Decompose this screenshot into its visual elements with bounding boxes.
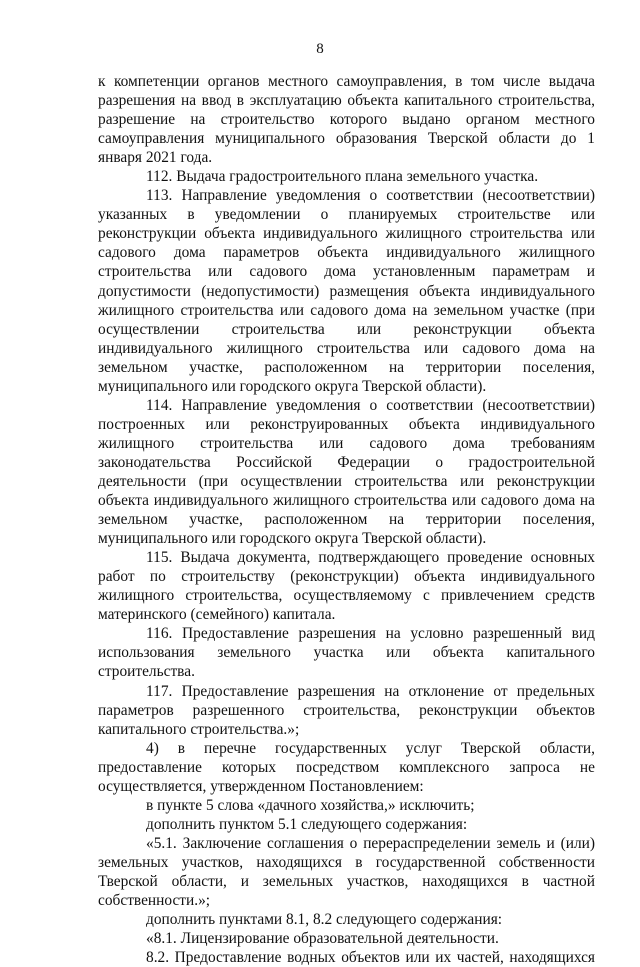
paragraph-item-8-2: 8.2. Предоставление водных объектов или их частей, находящихся <box>146 949 595 967</box>
paragraph-item-8-1: «8.1. Лицензирование образовательной деятельности. <box>146 930 499 948</box>
paragraph-add-8-1-8-2: дополнить пунктами 8.1, 8.2 следующего содержания: <box>146 911 503 929</box>
paragraph-item-116: 116. Предоставление разрешения на условно разрешенный вид использования земельного участка или объекта капитального строительства. <box>98 625 595 681</box>
paragraph-item-113: 113. Направление уведомления о соответствии (несоответствии) указанных в уведомлении о планируемых строительстве или реконструкции объекта индивидуального жилищного строительства или садового дома параметров объекта индивидуального жилищного строительства или садового дома установленным параметрам и допустимости (недопустимости) размещения объекта индивидуального жилищного строительства или садового дома на земельном участке (при осуществлении строительства или реконструкции объекта индивидуального жилищного строительства или садового дома на земельном участке, расположенном на территории поселения, муниципального или городского округа Тверской области). <box>98 187 595 395</box>
paragraph-item-117: 117. Предоставление разрешения на отклонение от предельных параметров разрешенного строительства, реконструкции объектов капитального строительства.»; <box>98 682 595 738</box>
paragraph-item-114: 114. Направление уведомления о соответствии (несоответствии) построенных или реконструированных объекта индивидуального жилищного строительства или садового дома требованиям законодательства Российской Федерации о градостроительной деятельности (при осуществлении строительства или реконструкции объекта индивидуального жилищного строительства или садового дома на земельном участке, расположенном на территории поселения, муниципального или городского округа Тверской области). <box>98 396 595 548</box>
document-body <box>98 72 595 967</box>
paragraph-add-5-1: дополнить пунктом 5.1 следующего содержания: <box>146 815 468 833</box>
paragraph-item-4: 4) в перечне государственных услуг Тверской области, предоставление которых посредством комплексного запроса не осуществляется, утвержденном Постановлением: <box>98 739 595 795</box>
page-number: 8 <box>316 41 324 57</box>
paragraph-item-112: 112. Выдача градостроительного плана земельного участка. <box>146 168 539 186</box>
paragraph-point-5-change: в пункте 5 слова «дачного хозяйства,» исключить; <box>146 796 475 814</box>
paragraph-item-5-1: «5.1. Заключение соглашения о перераспределении земель и (или) земельных участков, находящихся в государственной собственности Тверской области, и земельных участков, находящихся в частной собственности.»; <box>98 834 595 910</box>
paragraph-continuation: к компетенции органов местного самоуправления, в том числе выдача разрешения на ввод в эксплуатацию объекта капитального строительства, разрешение на строительство которого выдано органом местного самоуправления муниципального образования Тверской области до 1 января 2021 года. <box>98 73 595 167</box>
paragraph-item-115: 115. Выдача документа, подтверждающего проведение основных работ по строительству (реконструкции) объекта индивидуального жилищного строительства, осуществляемому с привлечением средств материнского (семейного) капитала. <box>98 549 595 624</box>
